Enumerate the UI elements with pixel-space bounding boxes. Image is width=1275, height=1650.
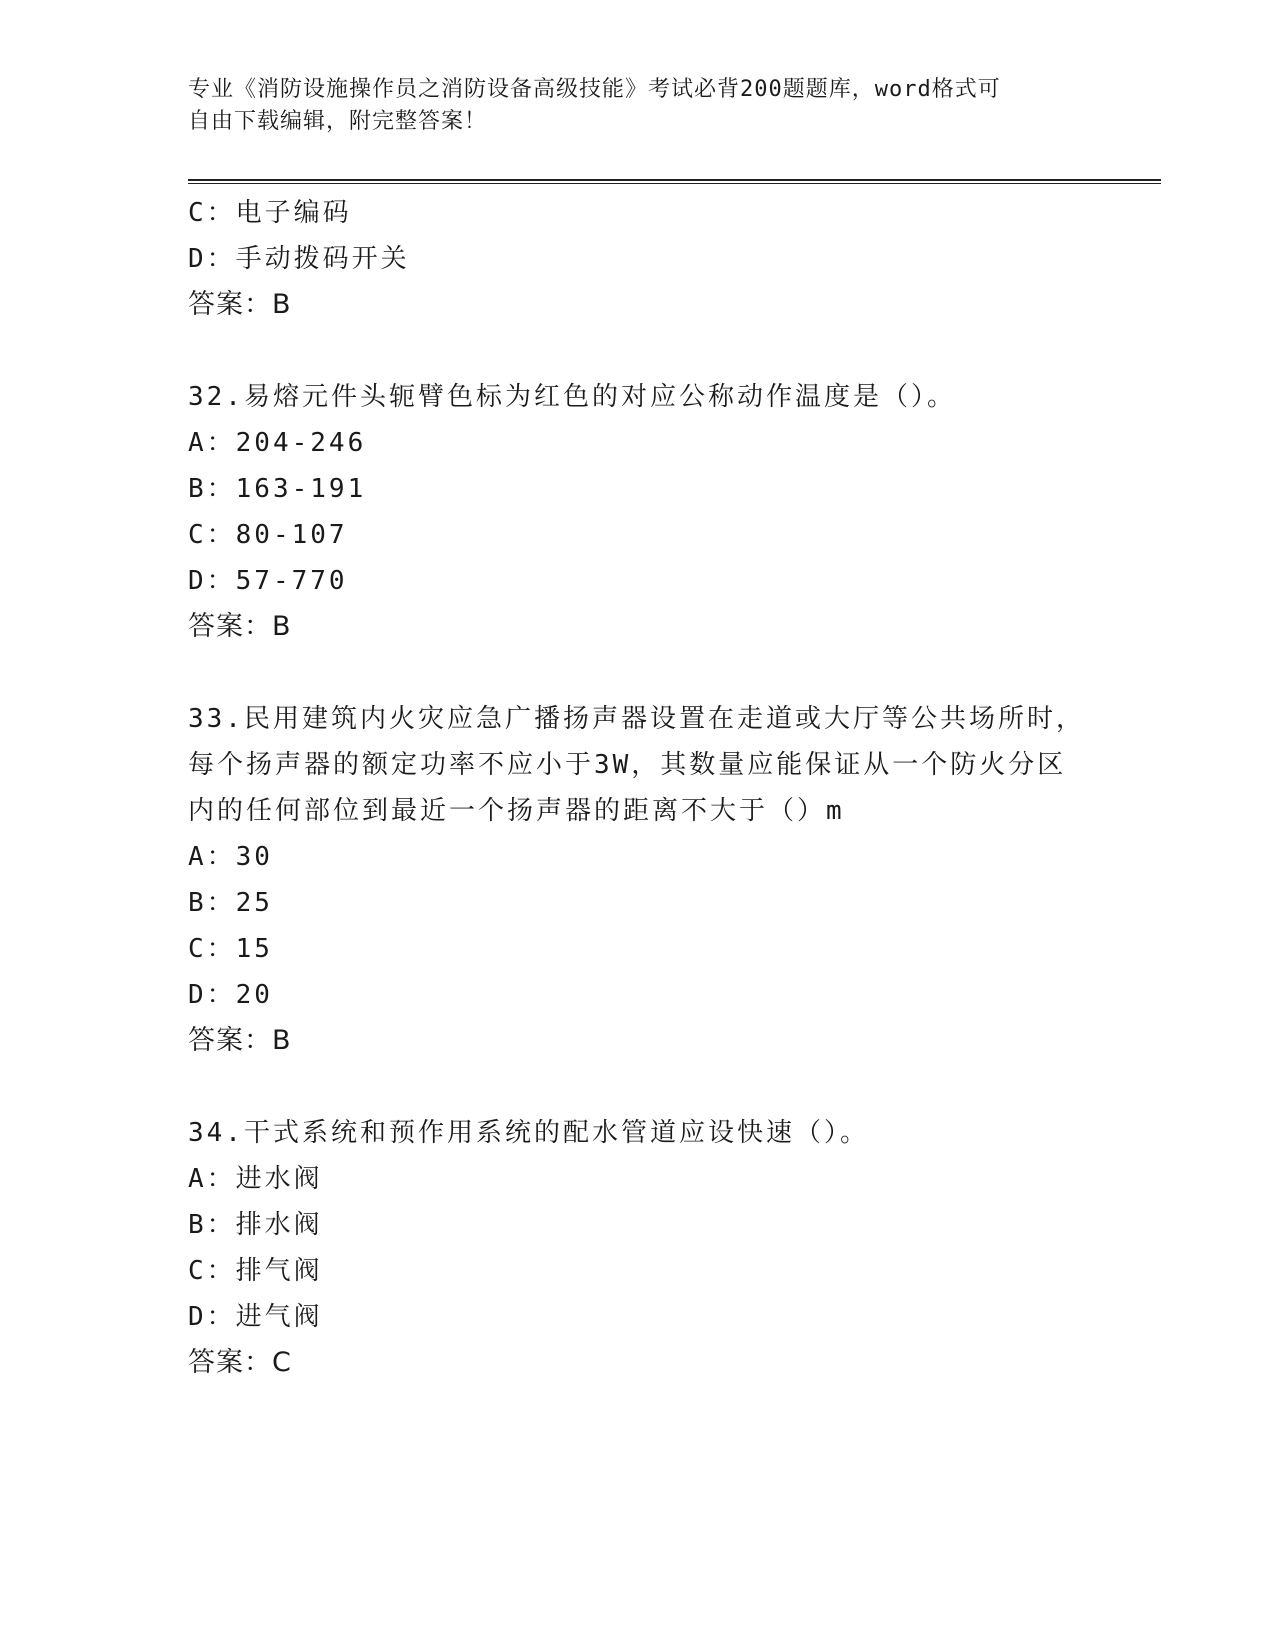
option-a: A：30 — [188, 842, 273, 872]
answer: 答案：B — [188, 1025, 292, 1056]
option-a: A：204-246 — [188, 428, 367, 458]
question-text: 34.干式系统和预作用系统的配水管道应设快速（）。 — [188, 1118, 869, 1148]
question-text: 32.易熔元件头轭臂色标为红色的对应公称动作温度是（）。 — [188, 382, 956, 412]
question-list — [188, 190, 1138, 1386]
answer: 答案：C — [188, 1347, 292, 1378]
option-b: B：163-191 — [188, 474, 367, 504]
option-d: D：57-770 — [188, 566, 348, 596]
option-d: D：20 — [188, 980, 273, 1010]
option-c: C：排气阀 — [188, 1256, 323, 1286]
header-line-2: 自由下载编辑，附完整答案！ — [188, 109, 488, 134]
document-header — [188, 74, 1088, 138]
option-c: C：15 — [188, 934, 273, 964]
option-b: B：25 — [188, 888, 273, 918]
header-divider — [188, 179, 1161, 184]
question-text: 内的任何部位到最近一个扬声器的距离不大于（）m — [188, 796, 845, 826]
option-b: B：排水阀 — [188, 1210, 323, 1240]
answer: 答案：B — [188, 289, 292, 320]
option-c: C：80-107 — [188, 520, 348, 550]
question-text: 每个扬声器的额定功率不应小于3W，其数量应能保证从一个防火分区 — [188, 750, 1067, 780]
question-text: 33.民用建筑内火灾应急广播扬声器设置在走道或大厅等公共场所时， — [188, 704, 1085, 734]
option-c: C：电子编码 — [188, 198, 352, 228]
option-a: A：进水阀 — [188, 1164, 323, 1194]
header-line-1: 专业《消防设施操作员之消防设备高级技能》考试必背200题题库，word格式可 — [188, 77, 1001, 102]
option-d: D：进气阀 — [188, 1302, 323, 1332]
option-d: D：手动拨码开关 — [188, 244, 410, 274]
answer: 答案：B — [188, 611, 292, 642]
